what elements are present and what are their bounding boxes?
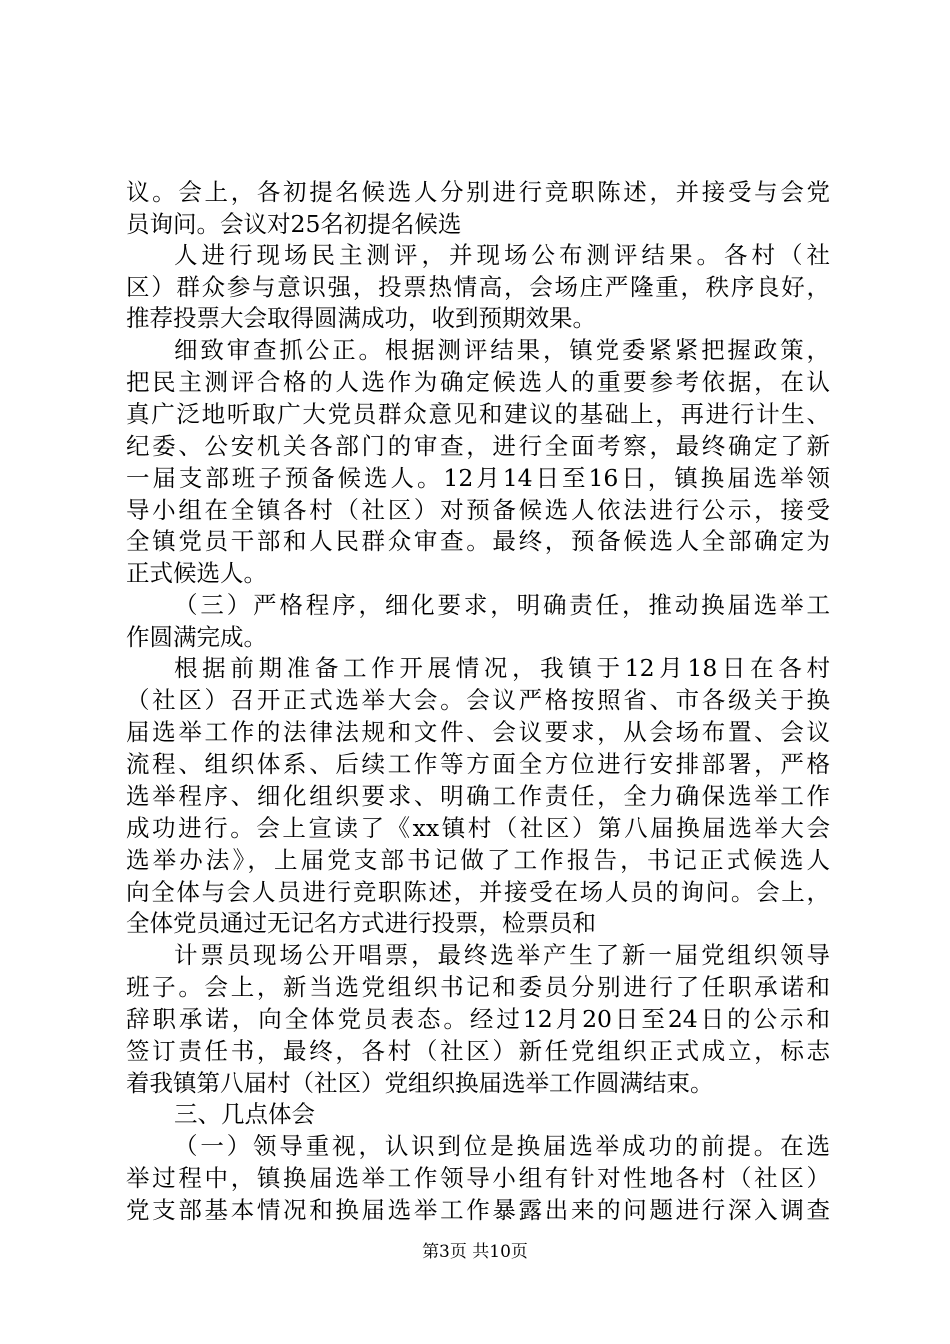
- text-line: 议。会上，各初提名候选人分别进行竞职陈述，并接受与会党: [126, 178, 830, 206]
- text-line: （社区）召开正式选举大会。会议严格按照省、市各级关于换: [126, 686, 830, 714]
- text-line: 计票员现场公开唱票，最终选举产生了新一届党组织领导: [174, 941, 830, 969]
- text-line: 真广泛地听取广大党员群众意见和建议的基础上，再进行计生、: [126, 400, 830, 428]
- text-line: 员询问。会议对25名初提名候选: [126, 210, 462, 238]
- text-line: 党支部基本情况和换届选举工作暴露出来的问题进行深入调查: [126, 1196, 830, 1224]
- text-line: 选举程序、细化组织要求、明确工作责任，全力确保选举工作: [126, 782, 830, 810]
- text-line: 班子。会上，新当选党组织书记和委员分别进行了任职承诺和: [126, 973, 830, 1001]
- text-line: 把民主测评合格的人选作为确定候选人的重要参考依据，在认: [126, 368, 830, 396]
- text-line: 细致审查抓公正。根据测评结果，镇党委紧紧把握政策，: [174, 336, 830, 364]
- text-line: 举过程中，镇换届选举工作领导小组有针对性地各村（社区）: [126, 1164, 830, 1192]
- text-line: 选举办法》，上届党支部书记做了工作报告，书记正式候选人: [126, 846, 830, 874]
- text-line: 推荐投票大会取得圆满成功，收到预期效果。: [126, 304, 596, 332]
- text-line: 成功进行。会上宣读了《xx镇村（社区）第八届换届选举大会: [126, 814, 830, 842]
- text-line: 一届支部班子预备候选人。12月14日至16日，镇换届选举领: [126, 464, 830, 492]
- text-line: 签订责任书，最终，各村（社区）新任党组织正式成立，标志: [126, 1037, 830, 1065]
- text-line: 着我镇第八届村（社区）党组织换届选举工作圆满结束。: [126, 1069, 714, 1097]
- text-line: 区）群众参与意识强，投票热情高，会场庄严隆重，秩序良好，: [126, 273, 830, 301]
- section-heading: 三、几点体会: [174, 1100, 315, 1128]
- text-line: 辞职承诺，向全体党员表态。经过12月20日至24日的公示和: [126, 1005, 830, 1033]
- text-line: 人进行现场民主测评，并现场公布测评结果。各村（社: [174, 241, 830, 269]
- section-heading: （三）严格程序，细化要求，明确责任，推动换届选举工: [174, 591, 830, 619]
- page-footer: 第3页 共10页: [422, 1242, 528, 1262]
- text-line: 全体党员通过无记名方式进行投票，检票员和: [126, 909, 596, 937]
- text-line: 流程、组织体系、后续工作等方面全方位进行安排部署，严格: [126, 750, 830, 778]
- text-line: 届选举工作的法律法规和文件、会议要求，从会场布置、会议: [126, 718, 830, 746]
- text-line: （一）领导重视，认识到位是换届选举成功的前提。在选: [174, 1132, 830, 1160]
- section-heading: 作圆满完成。: [126, 623, 267, 651]
- text-line: 向全体与会人员进行竞职陈述，并接受在场人员的询问。会上，: [126, 878, 830, 906]
- text-line: 纪委、公安机关各部门的审查，进行全面考察，最终确定了新: [126, 432, 830, 460]
- text-line: 正式候选人。: [126, 559, 267, 587]
- text-line: 导小组在全镇各村（社区）对预备候选人依法进行公示，接受: [126, 496, 830, 524]
- text-line: 全镇党员干部和人民群众审查。最终，预备候选人全部确定为: [126, 527, 830, 555]
- text-line: 根据前期准备工作开展情况，我镇于12月18日在各村: [174, 654, 830, 682]
